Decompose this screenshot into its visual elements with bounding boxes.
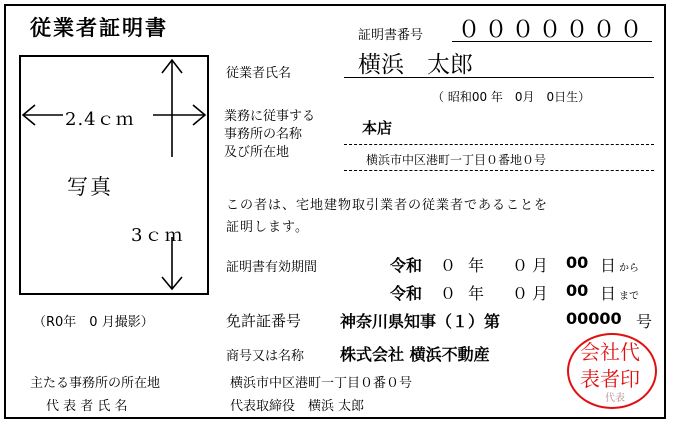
seal-faint-text: 代表	[605, 393, 625, 404]
trade-name-value: 株式会社 横浜不動産	[340, 345, 490, 364]
validity-to-year: ０	[440, 284, 457, 303]
head-office-value: 横浜市中区港町一丁目０番０号	[230, 376, 413, 391]
validity-to-day: 00	[566, 281, 589, 300]
validity-from-reiwa: 令和	[390, 256, 423, 275]
employee-name-label: 従業者氏名	[226, 66, 292, 81]
company-seal-stamp	[567, 333, 657, 409]
seal-line1: 会社代	[580, 340, 640, 364]
statement	[226, 195, 548, 239]
cert-number-label: 証明書番号	[358, 28, 424, 43]
seal-line2: 表者印	[580, 367, 640, 391]
validity-to-suffix: まで	[619, 291, 639, 302]
statement-line1: この者は、宅地建物取引業者の従業者であることを	[226, 198, 549, 213]
validity-to-day-unit: 日	[600, 284, 617, 303]
office-label	[224, 108, 315, 162]
document-title: 従業者証明書	[30, 16, 168, 40]
office-divider	[344, 144, 654, 145]
office-name: 本店	[362, 119, 393, 137]
photo-dimension-arrows	[21, 57, 207, 293]
validity-to-month: ０	[512, 284, 529, 303]
cert-number-value: ０００００００	[452, 11, 652, 42]
photo-caption: 写真	[67, 175, 113, 199]
validity-from-year: ０	[440, 256, 457, 275]
validity-label: 証明書有効期間	[226, 260, 318, 275]
photo-box	[19, 55, 209, 295]
validity-from-day-unit: 日	[600, 256, 617, 275]
statement-line2: 証明します。	[226, 220, 309, 235]
office-label-line2: 事務所の名称	[224, 127, 303, 142]
license-value-c: 号	[636, 312, 653, 331]
validity-from-year-unit: 年	[468, 256, 485, 275]
representative-value: 代表取締役 横浜 太郎	[230, 399, 365, 414]
office-address: 横浜市中区港町一丁目０番地０号	[344, 148, 654, 171]
validity-from-month-unit: 月	[532, 256, 549, 275]
license-value-a: 神奈川県知事（１）第	[340, 312, 501, 331]
head-office-label: 主たる事務所の所在地	[30, 376, 161, 391]
photo-height-label: 3ｃｍ	[131, 225, 185, 246]
license-value-b: 00000	[566, 309, 622, 328]
validity-to-month-unit: 月	[532, 284, 549, 303]
validity-from-suffix: から	[619, 263, 639, 274]
validity-from-day: 00	[566, 253, 589, 272]
trade-name-label: 商号又は名称	[226, 349, 305, 364]
validity-from-month: ０	[512, 256, 529, 275]
office-label-line3: 及び所在地	[224, 145, 290, 160]
office-label-line1: 業務に従事する	[224, 109, 316, 124]
validity-to-reiwa: 令和	[390, 284, 423, 303]
employee-birth: （ 昭和00 年 0月 0日生）	[432, 90, 591, 104]
license-label: 免許証番号	[226, 312, 302, 330]
employee-name: 横浜 太郎	[344, 46, 654, 78]
validity-to-year-unit: 年	[468, 284, 485, 303]
representative-label: 代 表 者 氏 名	[46, 399, 128, 414]
photo-width-label: 2.4ｃｍ	[65, 109, 135, 130]
photo-date-caption: （R0年 0 月撮影）	[33, 315, 154, 330]
